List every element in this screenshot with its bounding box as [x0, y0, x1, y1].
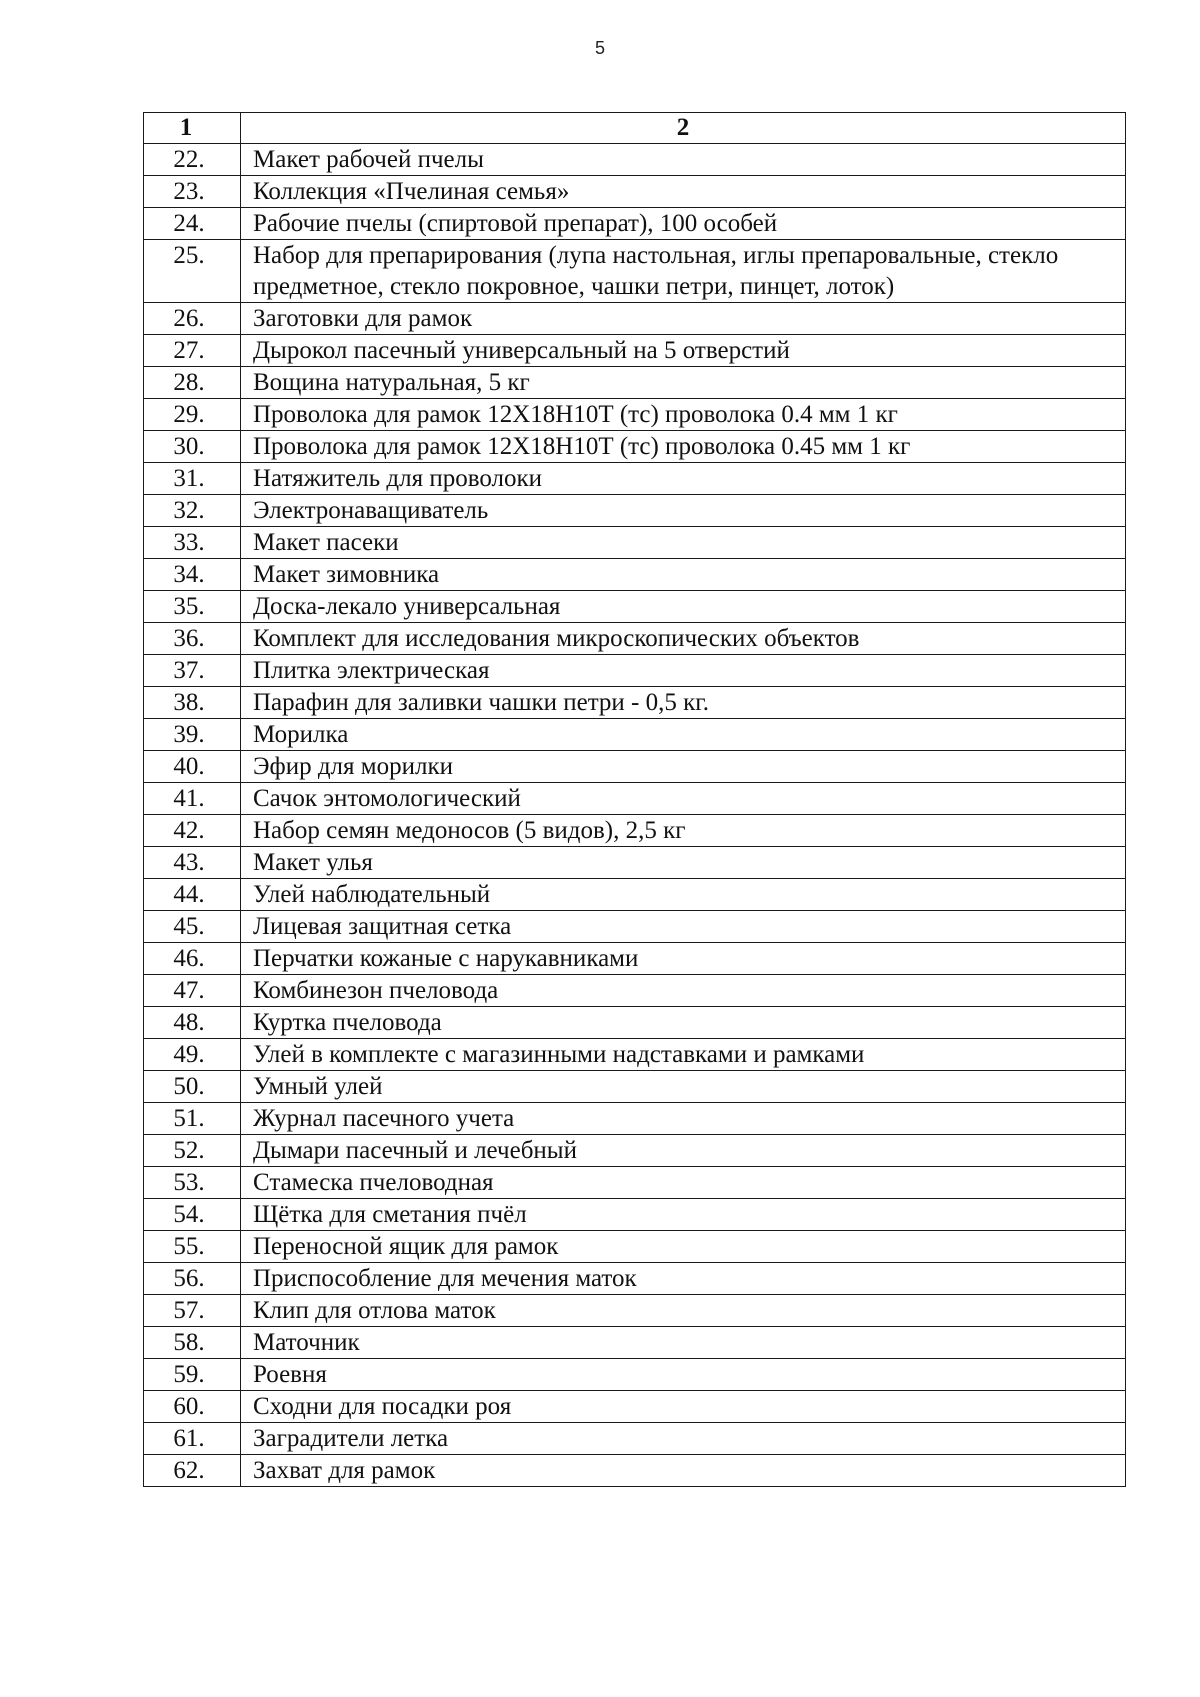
row-number-cell: 39. [144, 719, 241, 751]
item-name-cell: Куртка пчеловода [241, 1007, 1126, 1039]
table-row [144, 1391, 1126, 1423]
item-name-cell: Заградители летка [241, 1423, 1126, 1455]
item-name-cell: Эфир для морилки [241, 751, 1126, 783]
page-number: 5 [594, 38, 605, 58]
table-row [144, 495, 1126, 527]
row-number-cell: 22. [144, 144, 241, 176]
table-row [144, 527, 1126, 559]
table-row [144, 303, 1126, 335]
item-name-cell: Перчатки кожаные с нарукавниками [241, 943, 1126, 975]
row-number-cell: 56. [144, 1263, 241, 1295]
row-number-cell: 31. [144, 463, 241, 495]
item-name-cell: Клип для отлова маток [241, 1295, 1126, 1327]
table-row [144, 1455, 1126, 1487]
row-number-cell: 55. [144, 1231, 241, 1263]
table-row [144, 431, 1126, 463]
item-name-cell: Сачок энтомологический [241, 783, 1126, 815]
row-number-cell: 34. [144, 559, 241, 591]
table-row [144, 559, 1126, 591]
table-row [144, 1327, 1126, 1359]
table-row [144, 176, 1126, 208]
item-name-cell: Набор семян медоносов (5 видов), 2,5 кг [241, 815, 1126, 847]
row-number-cell: 44. [144, 879, 241, 911]
table-row [144, 911, 1126, 943]
row-number-cell: 57. [144, 1295, 241, 1327]
item-name-cell: Комбинезон пчеловода [241, 975, 1126, 1007]
row-number-cell: 30. [144, 431, 241, 463]
row-number-cell: 35. [144, 591, 241, 623]
table-row [144, 943, 1126, 975]
item-name-cell: Коллекция «Пчелиная семья» [241, 176, 1126, 208]
table-row [144, 1135, 1126, 1167]
row-number-cell: 28. [144, 367, 241, 399]
item-name-cell: Дымари пасечный и лечебный [241, 1135, 1126, 1167]
table-row [144, 463, 1126, 495]
table-row [144, 367, 1126, 399]
item-name-cell: Улей в комплекте с магазинными надставками и рамками [241, 1039, 1126, 1071]
row-number-cell: 45. [144, 911, 241, 943]
table-row [144, 335, 1126, 367]
table-row [144, 1039, 1126, 1071]
table-row [144, 783, 1126, 815]
row-number-cell: 33. [144, 527, 241, 559]
item-name-cell: Плитка электрическая [241, 655, 1126, 687]
item-name-cell: Журнал пасечного учета [241, 1103, 1126, 1135]
item-name-cell: Проволока для рамок 12Х18Н10Т (тс) проволока 0.45 мм 1 кг [241, 431, 1126, 463]
table-row [144, 1199, 1126, 1231]
row-number-cell: 41. [144, 783, 241, 815]
item-name-cell: Лицевая защитная сетка [241, 911, 1126, 943]
table-row [144, 1007, 1126, 1039]
row-number-cell: 46. [144, 943, 241, 975]
row-number-cell: 23. [144, 176, 241, 208]
item-name-cell: Вощина натуральная, 5 кг [241, 367, 1126, 399]
item-name-cell: Парафин для заливки чашки петри - 0,5 кг. [241, 687, 1126, 719]
row-number-cell: 58. [144, 1327, 241, 1359]
inventory-table [143, 112, 1126, 1487]
table-row [144, 1103, 1126, 1135]
item-name-cell: Сходни для посадки роя [241, 1391, 1126, 1423]
item-name-cell: Макет улья [241, 847, 1126, 879]
row-number-cell: 38. [144, 687, 241, 719]
table-row [144, 1263, 1126, 1295]
item-name-cell: Электронаващиватель [241, 495, 1126, 527]
row-number-cell: 51. [144, 1103, 241, 1135]
table-row [144, 208, 1126, 240]
table-row [144, 719, 1126, 751]
table-row [144, 687, 1126, 719]
row-number-cell: 53. [144, 1167, 241, 1199]
table-row [144, 240, 1126, 303]
row-number-cell: 40. [144, 751, 241, 783]
table-row [144, 1423, 1126, 1455]
table-row [144, 751, 1126, 783]
table-row [144, 815, 1126, 847]
row-number-cell: 60. [144, 1391, 241, 1423]
row-number-cell: 36. [144, 623, 241, 655]
row-number-cell: 32. [144, 495, 241, 527]
column-header-name: 2 [241, 113, 1126, 144]
row-number-cell: 48. [144, 1007, 241, 1039]
item-name-cell: Доска-лекало универсальная [241, 591, 1126, 623]
item-name-cell: Макет рабочей пчелы [241, 144, 1126, 176]
row-number-cell: 25. [144, 240, 241, 303]
item-name-cell: Морилка [241, 719, 1126, 751]
row-number-cell: 29. [144, 399, 241, 431]
row-number-cell: 50. [144, 1071, 241, 1103]
row-number-cell: 37. [144, 655, 241, 687]
item-name-cell: Дырокол пасечный универсальный на 5 отверстий [241, 335, 1126, 367]
item-name-cell: Набор для препарирования (лупа настольная, иглы препаровальные, стекло предметное, стекло покровное, чашки петри, пинцет, лоток) [241, 240, 1126, 303]
item-name-cell: Макет зимовника [241, 559, 1126, 591]
row-number-cell: 59. [144, 1359, 241, 1391]
item-name-cell: Макет пасеки [241, 527, 1126, 559]
item-name-cell: Роевня [241, 1359, 1126, 1391]
item-name-cell: Заготовки для рамок [241, 303, 1126, 335]
row-number-cell: 26. [144, 303, 241, 335]
row-number-cell: 27. [144, 335, 241, 367]
item-name-cell: Натяжитель для проволоки [241, 463, 1126, 495]
table-row [144, 1295, 1126, 1327]
table-row [144, 399, 1126, 431]
row-number-cell: 61. [144, 1423, 241, 1455]
item-name-cell: Щётка для сметания пчёл [241, 1199, 1126, 1231]
row-number-cell: 43. [144, 847, 241, 879]
table-row [144, 144, 1126, 176]
item-name-cell: Умный улей [241, 1071, 1126, 1103]
table-row [144, 1359, 1126, 1391]
item-name-cell: Проволока для рамок 12Х18Н10Т (тс) проволока 0.4 мм 1 кг [241, 399, 1126, 431]
table-row [144, 975, 1126, 1007]
item-name-cell: Захват для рамок [241, 1455, 1126, 1487]
table-row [144, 591, 1126, 623]
row-number-cell: 62. [144, 1455, 241, 1487]
row-number-cell: 24. [144, 208, 241, 240]
table-row [144, 623, 1126, 655]
item-name-cell: Маточник [241, 1327, 1126, 1359]
table-body [144, 144, 1126, 1487]
item-name-cell: Комплект для исследования микроскопических объектов [241, 623, 1126, 655]
row-number-cell: 52. [144, 1135, 241, 1167]
row-number-cell: 49. [144, 1039, 241, 1071]
table-row [144, 847, 1126, 879]
item-name-cell: Улей наблюдательный [241, 879, 1126, 911]
item-name-cell: Рабочие пчелы (спиртовой препарат), 100 особей [241, 208, 1126, 240]
item-name-cell: Стамеска пчеловодная [241, 1167, 1126, 1199]
table-header-row [144, 113, 1126, 144]
table-row [144, 879, 1126, 911]
table-row [144, 1071, 1126, 1103]
row-number-cell: 42. [144, 815, 241, 847]
column-header-number: 1 [144, 113, 241, 144]
table-row [144, 655, 1126, 687]
item-name-cell: Переносной ящик для рамок [241, 1231, 1126, 1263]
table-row [144, 1231, 1126, 1263]
table-row [144, 1167, 1126, 1199]
row-number-cell: 47. [144, 975, 241, 1007]
item-name-cell: Приспособление для мечения маток [241, 1263, 1126, 1295]
row-number-cell: 54. [144, 1199, 241, 1231]
